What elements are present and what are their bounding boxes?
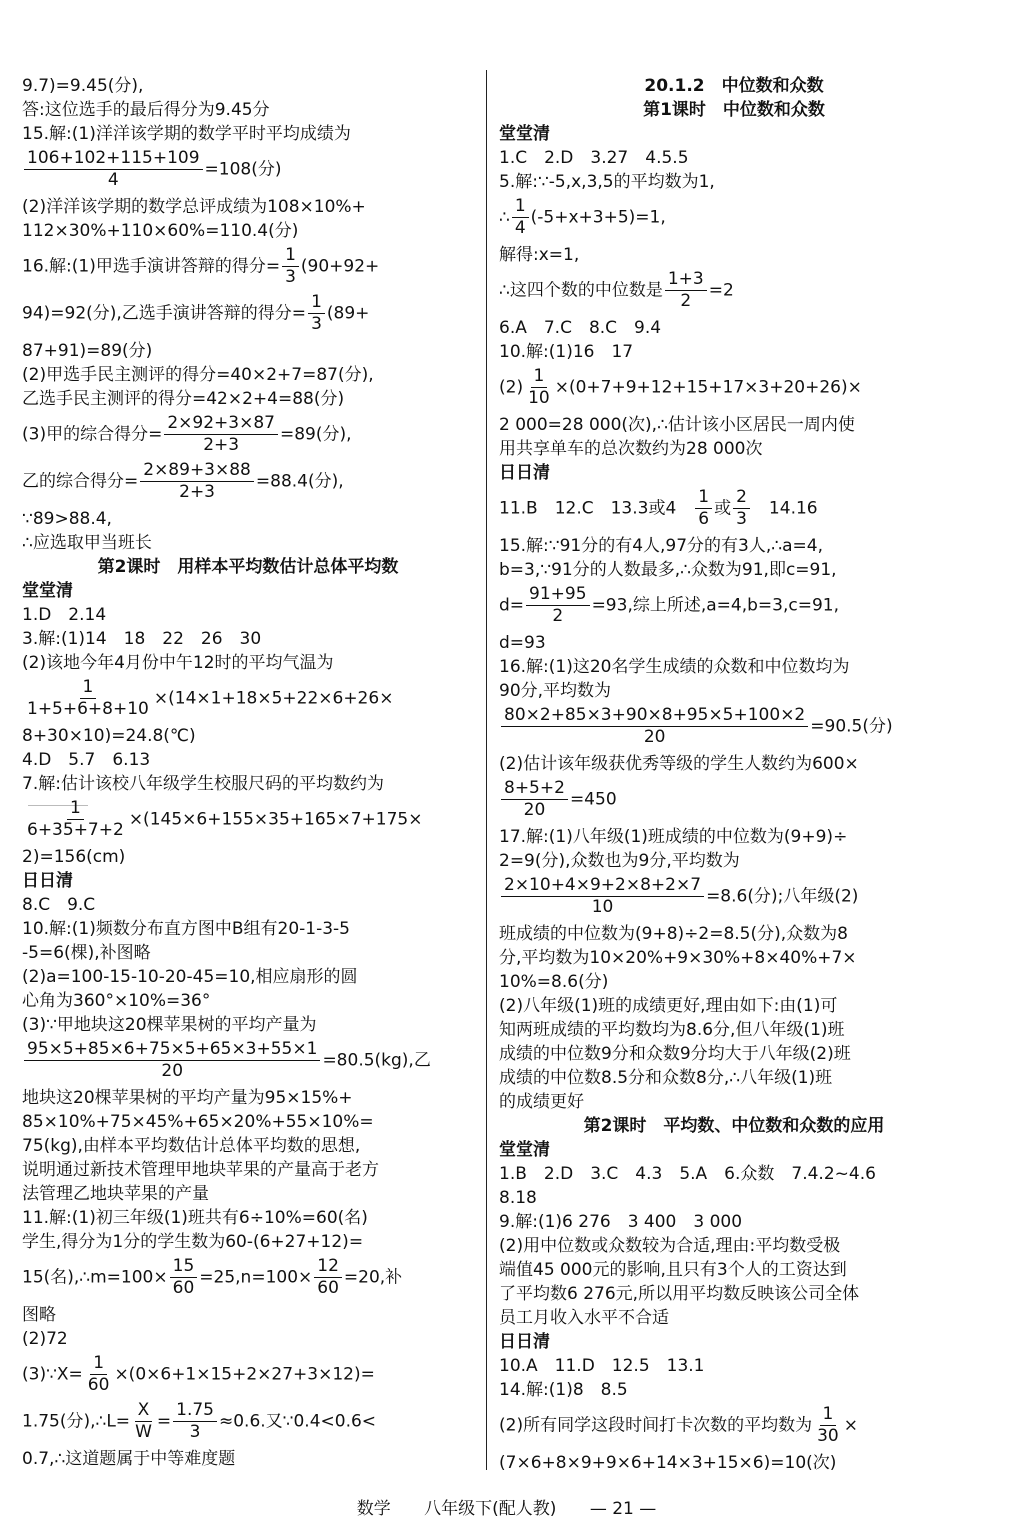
fraction-numerator: 2 xyxy=(733,487,750,509)
text-line: 112×30%+110×60%=110.4(分) xyxy=(22,221,299,241)
formula-line xyxy=(499,705,969,748)
text-line: 答:这位选手的最后得分为9.45分 xyxy=(22,100,270,120)
formula-text: =89(分), xyxy=(279,424,352,445)
formula-line xyxy=(499,1404,969,1447)
text-line: (2)该地今年4月份中午12时的平均气温为 xyxy=(22,653,334,673)
fraction-denominator: 60 xyxy=(172,1278,195,1298)
fraction-numerator: 1+3 xyxy=(665,269,707,291)
fraction xyxy=(170,1256,198,1299)
text-line: 解得:x=1, xyxy=(499,245,580,265)
formula-text: (90+92+ xyxy=(300,256,380,277)
fraction-numerator: 2×92+3×87 xyxy=(164,413,278,435)
text-line: 17.解:(1)八年级(1)班成绩的中位数为(9+9)÷ xyxy=(499,827,848,847)
text-line: (7×6+8×9+9×6+14×3+15×6)=10(次) xyxy=(499,1453,837,1473)
formula-text: (3)∵X= xyxy=(22,1364,83,1385)
fraction-denominator: 2+3 xyxy=(203,435,240,455)
text-line: 6.A 7.C 8.C 9.4 xyxy=(499,318,662,338)
formula-line xyxy=(499,269,969,312)
formula-text: ×(14×1+18×5+22×6+26× xyxy=(153,688,394,709)
formula-line xyxy=(499,196,969,239)
fraction-denominator: 2 xyxy=(552,606,564,626)
fraction xyxy=(512,196,529,239)
fraction xyxy=(314,1256,342,1299)
formula-text: 94)=92(分),乙选手演讲答辩的得分= xyxy=(22,303,307,324)
fraction-numerator: 1 xyxy=(90,1353,107,1375)
text-line: 乙选手民主测评的得分=42×2+4=88(分) xyxy=(22,389,345,409)
fraction-numerator: 8+5+2 xyxy=(501,778,568,800)
text-line: 87+91)=89(分) xyxy=(22,341,153,361)
formula-text: =8.6(分);八年级(2) xyxy=(706,886,859,907)
formula-text: 14.16 xyxy=(751,498,818,519)
formula-text: = xyxy=(156,1411,172,1432)
formula-line xyxy=(22,460,474,503)
formula-line xyxy=(22,292,474,335)
formula-text: ≈0.6.又∵0.4<0.6< xyxy=(218,1411,377,1432)
text-line: 85×10%+75×45%+65×20%+55×10%= xyxy=(22,1112,374,1132)
page-footer xyxy=(0,1494,1013,1519)
subsection-label: 堂堂清 xyxy=(22,581,73,601)
text-line: 9.解:(1)6 276 3 400 3 000 xyxy=(499,1212,743,1232)
fraction xyxy=(525,366,553,409)
subsection-label: 堂堂清 xyxy=(499,1140,550,1160)
formula-line xyxy=(22,245,474,288)
text-line: 90分,平均数为 xyxy=(499,681,612,701)
formula-text: =20,补 xyxy=(343,1267,403,1288)
text-line: 8+30×10)=24.8(℃) xyxy=(22,726,196,746)
formula-text: (89+ xyxy=(326,303,370,324)
fraction xyxy=(24,148,203,191)
text-line: (2)用中位数或众数较为合适,理由:平均数受极 xyxy=(499,1236,841,1256)
fraction-numerator: 91+95 xyxy=(526,584,590,606)
fraction-numerator: 1 xyxy=(512,196,529,218)
fraction-numerator: 1 xyxy=(695,487,712,509)
fraction xyxy=(282,245,299,288)
text-line: 心角为360°×10%=36° xyxy=(22,991,211,1011)
fraction-denominator: W xyxy=(135,1422,152,1442)
text-line: 地块这20棵苹果树的平均产量为95×15%+ xyxy=(22,1088,353,1108)
text-line: 15.解:(1)洋洋该学期的数学平时平均成绩为 xyxy=(22,124,351,144)
fraction-denominator: 6+35+7+2 xyxy=(27,820,124,840)
text-line: 2)=156(cm) xyxy=(22,847,126,867)
formula-text: =25,n=100× xyxy=(199,1267,313,1288)
text-line: 知两班成绩的平均数均为8.6分,但八年级(1)班 xyxy=(499,1020,845,1040)
fraction xyxy=(173,1400,217,1443)
formula-line xyxy=(22,1353,474,1396)
fraction-denominator: 20 xyxy=(643,727,666,747)
text-line: 班成绩的中位数为(9+8)÷2=8.5(分),众数为8 xyxy=(499,924,848,944)
fraction-numerator: 1 xyxy=(820,1404,837,1426)
fraction-denominator: 4 xyxy=(514,218,526,238)
fraction-denominator: 60 xyxy=(317,1278,339,1298)
text-line: 员工月收入水平不合适 xyxy=(499,1308,669,1328)
fraction xyxy=(501,705,808,748)
fraction-denominator: 30 xyxy=(817,1426,839,1446)
formula-text: =90.5(分) xyxy=(810,716,893,737)
fraction-numerator: 15 xyxy=(170,1256,198,1278)
formula-text: =88.4(分), xyxy=(255,471,344,492)
fraction-denominator: 1+5+6+8+10 xyxy=(27,699,149,719)
fraction xyxy=(24,677,152,720)
formula-text: × xyxy=(843,1415,858,1436)
subsection-label: 堂堂清 xyxy=(499,124,550,144)
formula-line xyxy=(22,1256,474,1299)
formula-text: d= xyxy=(499,595,525,616)
formula-text: (2) xyxy=(499,377,524,398)
section-heading: 第1课时 中位数和众数 xyxy=(643,100,825,120)
formula-line xyxy=(499,778,969,821)
fraction-denominator: 3 xyxy=(189,1422,201,1442)
text-line: 学生,得分为1分的学生数为60-(6+27+12)= xyxy=(22,1232,364,1252)
fraction-numerator: 80×2+85×3+90×8+95×5+100×2 xyxy=(501,705,808,727)
text-line: 用共享单车的总次数约为28 000次 xyxy=(499,439,763,459)
fraction-numerator: 2×89+3×88 xyxy=(140,460,254,482)
formula-text: ∴这四个数的中位数是 xyxy=(499,280,663,301)
fraction xyxy=(164,413,278,456)
text-line: 2=9(分),众数也为9分,平均数为 xyxy=(499,851,740,871)
text-line: 成绩的中位数9分和众数9分均大于八年级(2)班 xyxy=(499,1044,851,1064)
formula-line xyxy=(22,1400,474,1443)
fraction-denominator: 3 xyxy=(736,509,747,529)
fraction-denominator: 20 xyxy=(161,1061,184,1081)
fraction-numerator: 2×10+4×9+2×8+2×7 xyxy=(501,875,704,897)
fraction-denominator: 6 xyxy=(698,509,710,529)
text-line: 16.解:(1)这20名学生成绩的众数和中位数均为 xyxy=(499,657,850,677)
fraction-denominator: 20 xyxy=(523,800,546,820)
section-heading: 第2课时 平均数、中位数和众数的应用 xyxy=(583,1116,885,1136)
fraction-denominator: 4 xyxy=(107,170,119,190)
text-line: (2)甲选手民主测评的得分=40×2+7=87(分), xyxy=(22,365,374,385)
formula-line xyxy=(22,1039,474,1082)
fraction-denominator: 2+3 xyxy=(179,482,216,502)
formula-text: ∴ xyxy=(499,207,510,228)
text-line: ∵89>88.4, xyxy=(22,509,112,529)
text-line: ∴应选取甲当班长 xyxy=(22,533,152,553)
text-line: 7.解:估计该校八年级学生校服尺码的平均数约为 xyxy=(22,774,384,794)
text-line: 法管理乙地块苹果的产量 xyxy=(22,1184,209,1204)
text-line: 2 000=28 000(次),∴估计该小区居民一周内使 xyxy=(499,415,855,435)
text-line: 10.A 11.D 12.5 13.1 xyxy=(499,1356,705,1376)
fraction-numerator: 12 xyxy=(314,1256,342,1278)
fraction-numerator: 1 xyxy=(308,292,325,314)
fraction xyxy=(814,1404,842,1447)
formula-line xyxy=(499,875,969,918)
fraction-numerator: 1 xyxy=(67,798,84,820)
section-heading: 第2课时 用样本平均数估计总体平均数 xyxy=(97,557,399,577)
subsection-label: 日日清 xyxy=(499,463,550,483)
fraction-denominator: 2 xyxy=(680,291,692,311)
formula-line xyxy=(499,366,969,409)
formula-text: 11.B 12.C 13.3或4 xyxy=(499,498,694,519)
fraction xyxy=(24,1039,320,1082)
fraction xyxy=(24,798,127,841)
fraction-numerator: 106+102+115+109 xyxy=(24,148,203,170)
text-line: (2)洋洋该学期的数学总评成绩为108×10%+ xyxy=(22,197,366,217)
formula-text: ×(0+7+9+12+15+17×3+20+26)× xyxy=(554,377,862,398)
text-line: (2)72 xyxy=(22,1329,68,1349)
text-line: 8.18 xyxy=(499,1188,537,1208)
formula-text: 1.75(分),∴L= xyxy=(22,1411,131,1432)
section-heading: 20.1.2 中位数和众数 xyxy=(644,76,824,96)
formula-text: ×(145×6+155×35+165×7+175× xyxy=(128,809,423,830)
text-line: (2)a=100-15-10-20-45=10,相应扇形的圆 xyxy=(22,967,358,987)
formula-text: =2 xyxy=(708,280,734,301)
text-line: 14.解:(1)8 8.5 xyxy=(499,1380,628,1400)
text-line: 说明通过新技术管理甲地块苹果的产量高于老方 xyxy=(22,1160,379,1180)
text-line: d=93 xyxy=(499,633,546,653)
subsection-label: 日日清 xyxy=(22,871,73,891)
formula-line xyxy=(22,798,474,841)
text-line: 4.D 5.7 6.13 xyxy=(22,750,151,770)
text-line: 了平均数6 276元,所以用平均数反映该公司全体 xyxy=(499,1284,860,1304)
fraction xyxy=(733,487,750,530)
formula-line xyxy=(499,487,969,530)
formula-text: =80.5(kg),乙 xyxy=(322,1050,431,1071)
formula-text: ×(0×6+1×15+2×27+3×12)= xyxy=(114,1364,375,1385)
text-line: 1.D 2.14 xyxy=(22,605,107,625)
text-line: -5=6(棵),补图略 xyxy=(22,943,151,963)
text-line: 75(kg),由样本平均数估计总体平均数的思想, xyxy=(22,1136,361,1156)
fraction xyxy=(85,1353,113,1396)
text-line: 10.解:(1)频数分布直方图中B组有20-1-3-5 xyxy=(22,919,350,939)
footer-grade: 八年级下(配人教) xyxy=(424,1499,557,1519)
fraction xyxy=(140,460,254,503)
fraction-denominator: 60 xyxy=(87,1375,110,1395)
text-line: 1.B 2.D 3.C 4.3 5.A 6.众数 7.4.2~4.6 xyxy=(499,1164,876,1184)
text-line: 端值45 000元的影响,且只有3个人的工资达到 xyxy=(499,1260,847,1280)
formula-text: 乙的综合得分= xyxy=(22,471,139,492)
fraction-numerator: 95×5+85×6+75×5+65×3+55×1 xyxy=(24,1039,320,1061)
right-column xyxy=(499,74,969,1475)
formula-text: 15(名),∴m=100× xyxy=(22,1267,168,1288)
formula-text: (3)甲的综合得分= xyxy=(22,424,163,445)
text-line: 11.解:(1)初三年级(1)班共有6÷10%=60(名) xyxy=(22,1208,368,1228)
fraction xyxy=(665,269,707,312)
fraction-numerator: 1 xyxy=(282,245,299,267)
fraction-numerator: 1 xyxy=(80,677,97,699)
text-line: 分,平均数为10×20%+9×30%+8×40%+7× xyxy=(499,948,857,968)
text-line: 15.解:∵91分的有4人,97分的有3人,∴a=4, xyxy=(499,536,823,556)
text-line: (2)八年级(1)班的成绩更好,理由如下:由(1)可 xyxy=(499,996,838,1016)
text-line: b=3,∵91分的人数最多,∴众数为91,即c=91, xyxy=(499,560,837,580)
formula-text: =108(分) xyxy=(204,159,282,180)
fraction xyxy=(308,292,325,335)
fraction xyxy=(132,1400,155,1443)
footer-subject: 数学 xyxy=(356,1499,391,1519)
formula-line xyxy=(499,584,969,627)
formula-line xyxy=(22,413,474,456)
formula-text: 16.解:(1)甲选手演讲答辩的得分= xyxy=(22,256,281,277)
fraction xyxy=(501,778,568,821)
fraction-denominator: 3 xyxy=(311,314,322,334)
formula-line xyxy=(22,677,474,720)
formula-text: (2)所有同学这段时间打卡次数的平均数为 xyxy=(499,1415,813,1436)
page-number: — 21 — xyxy=(589,1499,657,1519)
text-line: 的成绩更好 xyxy=(499,1092,584,1112)
text-line: 1.C 2.D 3.27 4.5.5 xyxy=(499,148,689,168)
text-line: 10.解:(1)16 17 xyxy=(499,342,634,362)
formula-text: (-5+x+3+5)=1, xyxy=(530,207,666,228)
formula-text: 或 xyxy=(714,498,732,519)
formula-text: =93,综上所述,a=4,b=3,c=91, xyxy=(591,595,840,616)
fraction-denominator: 3 xyxy=(285,267,296,287)
column-divider xyxy=(486,70,487,1470)
formula-line xyxy=(22,148,474,191)
text-line: (2)估计该年级获优秀等级的学生人数约为600× xyxy=(499,754,859,774)
text-line: 8.C 9.C xyxy=(22,895,96,915)
text-line: 9.7)=9.45(分), xyxy=(22,76,144,96)
text-line: 5.解:∵-5,x,3,5的平均数为1, xyxy=(499,172,715,192)
fraction xyxy=(695,487,712,530)
subsection-label: 日日清 xyxy=(499,1332,550,1352)
text-line: 0.7,∴这道题属于中等难度题 xyxy=(22,1449,236,1469)
fraction xyxy=(501,875,704,918)
fraction-denominator: 10 xyxy=(591,897,614,917)
fraction-numerator: 1 xyxy=(531,366,548,388)
fraction-denominator: 10 xyxy=(528,388,550,408)
text-line: 成绩的中位数8.5分和众数8分,∴八年级(1)班 xyxy=(499,1068,833,1088)
text-line: 10%=8.6(分) xyxy=(499,972,609,992)
formula-text: =450 xyxy=(569,789,617,810)
left-column xyxy=(22,74,474,1471)
fraction-numerator: X xyxy=(135,1400,153,1422)
fraction-numerator: 1.75 xyxy=(173,1400,217,1422)
text-line: (3)∵甲地块这20棵苹果树的平均产量为 xyxy=(22,1015,317,1035)
text-line: 3.解:(1)14 18 22 26 30 xyxy=(22,629,262,649)
fraction xyxy=(526,584,590,627)
text-line: 图略 xyxy=(22,1305,56,1325)
